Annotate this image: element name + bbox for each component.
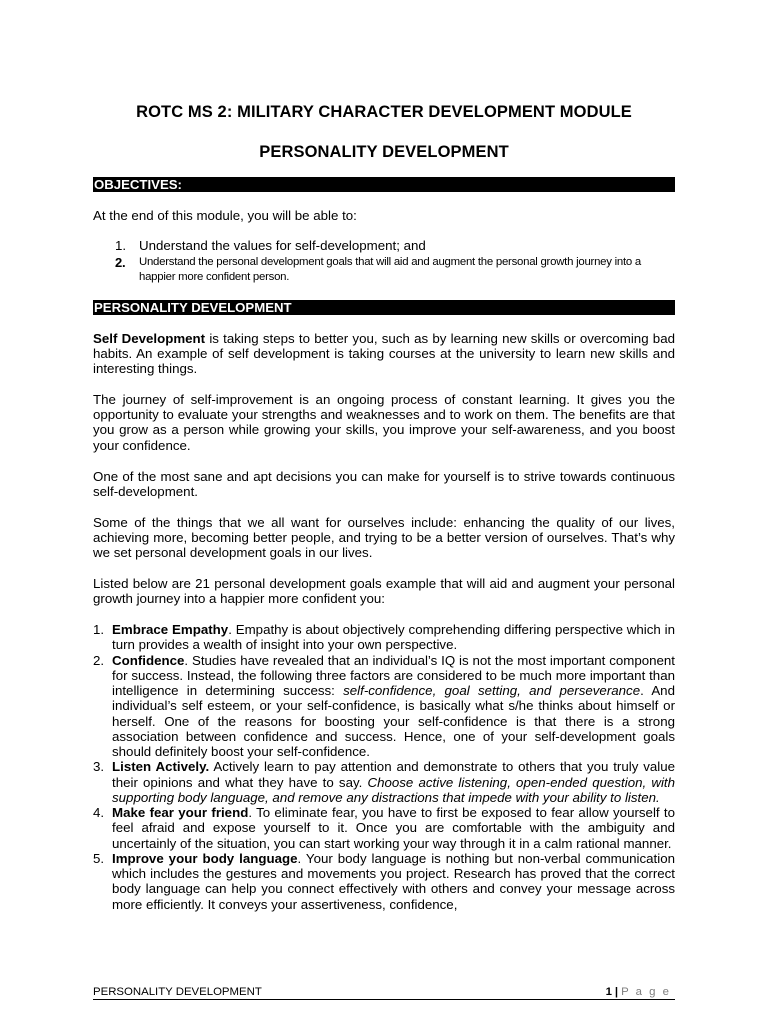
paragraph-decisions: One of the most sane and apt decisions you can make for yourself is to strive towards continuous self-development. (93, 469, 675, 500)
footer-title: PERSONALITY DEVELOPMENT (93, 986, 262, 998)
paragraph-listed-below: Listed below are 21 personal development goals example that will aid and augment your personal growth journey into a happier more confident you: (93, 576, 675, 607)
list-item (93, 622, 675, 653)
goal-text: . Studies have revealed that an individual’s IQ is not the most important component for success. Instead, the following three factors are considered to be much more important than intelligence in determining success: (112, 652, 675, 698)
page-label: P a g e (621, 986, 671, 998)
page-number-block (606, 985, 671, 999)
goal-italic-text: Choose active listening, open-ended question, with supporting body language, and remove any distractions that impede with your ability to listen. (112, 774, 675, 805)
goal-number: 5. (93, 850, 105, 866)
goal-term: Embrace Empathy (112, 622, 229, 637)
goal-text: . Empathy is about objectively comprehending differing perspective which in turn provides a wealth of insight into your own perspective. (112, 622, 675, 653)
goal-text: . To eliminate fear, you have to first be exposed to fear allow yourself to feel afraid and expose yourself to it. Once you are comfortable with the ambiguity and uncertainly of the situation, you can start working your way through it in a calm rational manner. (112, 805, 675, 851)
goal-text-after: . And individual’s self esteem, or your self-confidence, is basically what s/he thinks about himself or herself. One of the reasons for boosting your self-confidence is that there is a strong association between confidence and success. Hence, one of your self-development goals should definitely boost your self-confidence. (112, 683, 675, 759)
objective-text: Understand the personal development goals that will aid and augment the personal growth journey into a happier more confident person. (139, 256, 641, 283)
goal-text: . Your body language is nothing but non-verbal communication which includes the gestures and movements you project. Research has proved that the correct body language can help you connect effectively with others and convey your message across more efficiently. It conveys your assertiveness, confidence, (112, 850, 675, 912)
objectives-intro: At the end of this module, you will be able to: (93, 208, 357, 223)
goal-number: 3. (93, 759, 105, 775)
page-separator: | (614, 986, 619, 998)
paragraph-text: is taking steps to better you, such as by learning new skills or overcoming bad habits. An example of self development is taking courses at the university to learn new skills and interesting things. (93, 331, 675, 377)
section-heading: PERSONALITY DEVELOPMENT (93, 300, 675, 315)
goal-term: Make fear your friend (112, 805, 249, 820)
objectives-heading: OBJECTIVES: (93, 177, 675, 192)
goal-number: 4. (93, 805, 105, 820)
page-number: 1 (605, 986, 612, 998)
paragraph-wants: Some of the things that we all want for ourselves include: enhancing the quality of our lives, achieving more, becoming better people, and trying to be a better version of ourselves. That’s why we set personal development goals in our lives. (93, 515, 675, 561)
goal-italic-text: self-confidence, goal setting, and perseverance (343, 683, 641, 698)
list-item (93, 759, 675, 805)
objective-item-2 (93, 255, 675, 285)
goal-term: Confidence (112, 652, 185, 668)
paragraph-self-development (93, 331, 675, 377)
goal-text: Actively learn to pay attention and demonstrate to others that you truly value their opinions and what they have to say. (112, 759, 675, 790)
goal-number: 2. (93, 652, 105, 668)
page-footer (93, 985, 675, 1000)
goals-list (93, 622, 675, 912)
list-item (93, 805, 675, 851)
goal-term: Improve your body language (112, 850, 298, 866)
paragraph-journey: The journey of self-improvement is an ongoing process of constant learning. It gives you the opportunity to evaluate your strengths and weaknesses and to work on them. The benefits are that you grow as a person while growing your skills, you improve your self-awareness, and you boost your confidence. (93, 392, 675, 453)
document-subtitle: PERSONALITY DEVELOPMENT (259, 143, 509, 161)
term-self-development: Self Development (93, 331, 206, 346)
goal-number: 1. (93, 622, 105, 637)
objective-text: Understand the values for self-development; and (139, 238, 426, 253)
document-title: ROTC MS 2: MILITARY CHARACTER DEVELOPMENT MODULE (136, 103, 632, 121)
list-item (93, 851, 675, 912)
goal-term: Listen Actively. (112, 759, 210, 775)
objective-item-1 (93, 238, 675, 253)
objective-number: 1. (115, 238, 127, 253)
list-item (93, 653, 675, 760)
objective-number: 2. (115, 255, 126, 270)
